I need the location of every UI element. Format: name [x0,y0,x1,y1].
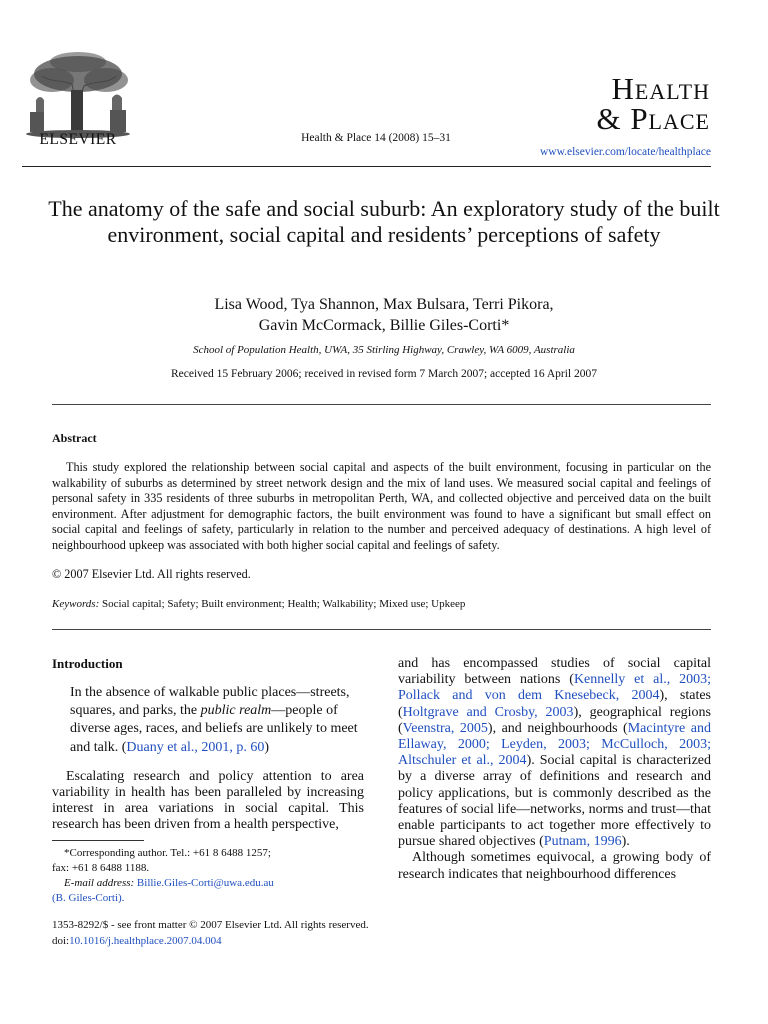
citation-link-duany[interactable]: Duany et al., 2001, p. 60 [126,739,265,755]
email-author-name[interactable]: (B. Giles-Corti). [52,892,125,904]
header-divider [22,166,711,167]
quote-part-b: —people of diverse ages, races, and beliefs are unlikely to meet and talk. ( [70,703,358,755]
author-line-1: Lisa Wood, Tya Shannon, Max Bulsara, Terri Pikora, [214,296,554,313]
doi-line [52,934,472,950]
left-column [52,656,364,834]
keywords-label: Keywords: [52,598,100,610]
publisher-name: ELSEVIER [39,131,117,148]
footnote [52,846,372,906]
journal-url-link[interactable]: www.elsevier.com/locate/healthplace [539,146,711,158]
article-title: The anatomy of the safe and social suburb: An exploratory study of the built environment, social capital and residents’ perceptions of safety [48,196,720,247]
keywords-list: Social capital; Safety; Built environment; Health; Walkability; Mixed use; Upkeep [102,598,466,610]
quote-emphasis: public realm [200,703,272,719]
journal-brand-line-1: Health [611,71,710,106]
right-column [398,656,711,883]
author-list [60,294,708,336]
author-line-2: Gavin McCormack, Billie Giles-Corti* [258,317,510,334]
copyright-line: 1353-8292/$ - see front matter © 2007 Elsevier Ltd. All rights reserved. [52,919,369,931]
para-segment: ). [621,834,630,850]
citation-link-kennelly-pollack[interactable]: Kennelly et al., 2003; Pollack and von dem Knesebeck, 2004 [398,672,711,704]
doi-label: doi: [52,934,70,947]
para-segment: ). Social capital is characterized by a diverse array of definitions and research and policy applications, but is commonly described as the features of social life—networks, norms and trust—that enable participants to act together more effectively to pursue shared objectives ( [398,753,712,850]
footnote-divider [52,840,144,841]
citation-link-macintyre-et-al[interactable]: Macintyre and Ellaway, 2000; Leyden, 2003; McCulloch, 2003; Altschuler et al., 2004 [398,720,712,769]
citation-link-putnam[interactable]: Putnam, 1996 [543,834,622,850]
abstract-text: This study explored the relationship between social capital and aspects of the built environment, focusing in particular on the walkability of suburbs as determined by street network design and the mix of land uses. We measured social capital and feelings of personal safety in 335 residents of three suburbs in metropolitan Perth, WA, and collected objective and perceived data on the built environment. After adjustment for demographic factors, the built environment was found to have a significant but small effect on social capital and feelings of safety, particularly in relation to the number and perceived adequacy of destinations. A high level of neighbourhood upkeep was associated with both higher social capital and feelings of safety. [52,460,711,552]
abstract-copyright: © 2007 Elsevier Ltd. All rights reserved. [52,567,251,581]
received-dates: Received 15 February 2006; received in revised form 7 March 2007; accepted 16 April 2007 [170,368,597,380]
quote-end: ) [264,739,270,755]
email-line [52,876,372,891]
keywords [52,598,711,610]
para-segment: ), states ( [398,688,711,720]
email-label: E-mail address: [64,877,135,889]
fax-line: fax: +61 8 6488 1188. [52,862,150,874]
para-segment: ), and neighbourhoods ( [487,720,628,736]
para-segment: and has encompassed studies of social capital variability between nations ( [398,656,711,688]
abstract-bottom-divider [52,629,711,630]
elsevier-tree-logo-icon [22,50,134,138]
section-heading-introduction: Introduction [52,656,123,671]
citation-link-holtgrave[interactable]: Holtgrave and Crosby, 2003 [402,704,574,720]
affiliation: School of Population Health, UWA, 35 Stirling Highway, Crawley, WA 6009, Australia [193,344,575,356]
corresponding-author: *Corresponding author. Tel.: +61 8 6488 1257; [64,847,271,859]
citation-link-veenstra[interactable]: Veenstra, 2005 [402,720,488,736]
journal-brand-line-2: & Place [596,101,710,136]
journal-reference: Health & Place 14 (2008) 15–31 [301,132,451,144]
doi-link[interactable]: 10.1016/j.healthplace.2007.04.004 [69,934,222,947]
abstract-heading: Abstract [52,431,97,445]
epigraph-quote [70,684,364,757]
intro-paragraph-3: Although sometimes equivocal, a growing body of research indicates that neighbourhood differences [398,850,711,882]
abstract-top-divider [52,404,711,405]
intro-paragraph-2 [398,656,711,850]
intro-paragraph-1: Escalating research and policy attention to area variability in health has been paralleled by increasing interest in area variations in social capital. This research has been driven from a health perspective, [52,768,364,833]
para-segment: ), geographical regions ( [398,704,711,736]
email-link[interactable]: Billie.Giles-Corti@uwa.edu.au [136,877,274,889]
quote-part-a: In the absence of walkable public places—streets, squares, and parks, the [70,685,350,719]
copyright-footer [52,918,472,949]
